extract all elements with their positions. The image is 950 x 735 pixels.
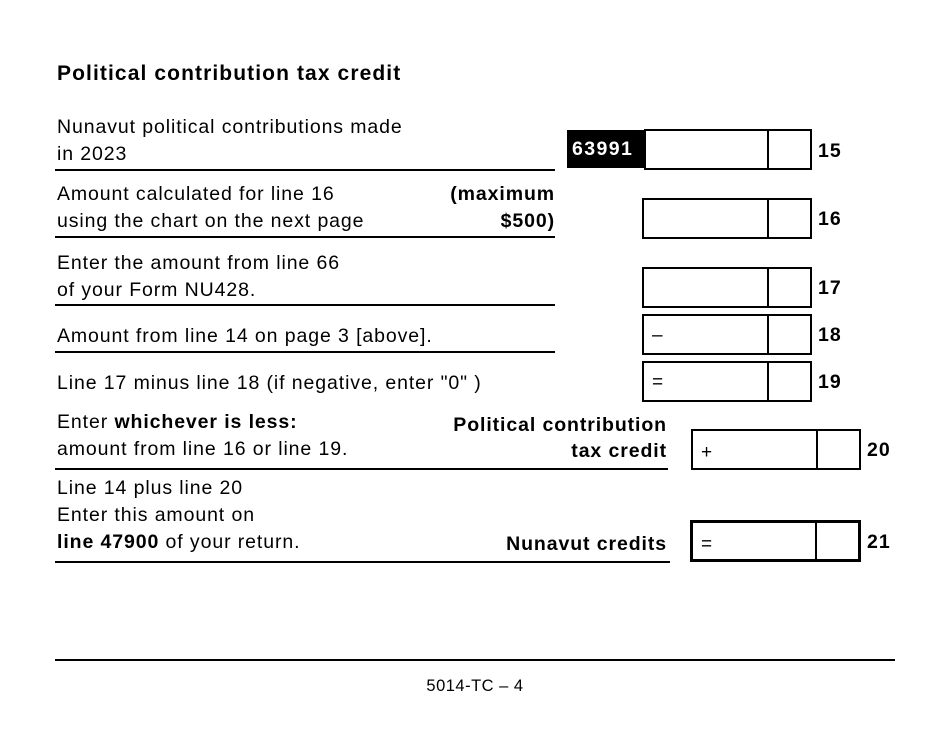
line-19-amount-field[interactable] bbox=[642, 361, 812, 402]
line-18-amount-field[interactable] bbox=[642, 314, 812, 355]
line-20-amount-field[interactable] bbox=[691, 429, 861, 470]
line-20-plus-sign: + bbox=[701, 442, 713, 463]
line-16-number: 16 bbox=[818, 208, 842, 230]
line-15-cents-divider bbox=[767, 131, 769, 168]
line-17-amount-field[interactable] bbox=[642, 267, 812, 308]
line-17-rule bbox=[55, 304, 555, 306]
line-15-description: Nunavut political contributions made in 2023 bbox=[57, 116, 403, 165]
line-18-cents-divider bbox=[767, 316, 769, 353]
page-number: 5014-TC – 4 bbox=[426, 677, 524, 695]
line-17-number: 17 bbox=[818, 277, 842, 299]
line-15-code-badge: 63991 bbox=[567, 130, 644, 168]
line-15-rule bbox=[55, 169, 555, 171]
footer-rule bbox=[55, 659, 895, 661]
line-21-rule bbox=[55, 561, 670, 563]
line-21-label: Nunavut credits bbox=[506, 533, 667, 555]
line-16-rule bbox=[55, 236, 555, 238]
line-18-number: 18 bbox=[818, 324, 842, 346]
line-21-number: 21 bbox=[867, 531, 891, 553]
line-18-description: Amount from line 14 on page 3 [above]. bbox=[57, 325, 433, 347]
line-18-rule bbox=[55, 351, 555, 353]
line-20-label: Political contribution tax credit bbox=[453, 414, 667, 462]
line-21-description: Line 14 plus line 20 Enter this amount on line 47900 of your return. bbox=[57, 477, 301, 553]
line-16-amount-field[interactable] bbox=[642, 198, 812, 239]
line-19-cents-divider bbox=[767, 363, 769, 400]
line-15-number: 15 bbox=[818, 140, 842, 162]
line-20-cents-divider bbox=[816, 431, 818, 468]
line-19-number: 19 bbox=[818, 371, 842, 393]
line-19-description: Line 17 minus line 18 (if negative, enter "0" ) bbox=[57, 372, 482, 394]
line-20-number: 20 bbox=[867, 439, 891, 461]
line-19-equals-sign: = bbox=[652, 372, 664, 393]
line-21-amount-field[interactable] bbox=[690, 520, 861, 562]
line-16-maximum-note: (maximum $500) bbox=[450, 183, 555, 232]
line-17-cents-divider bbox=[767, 269, 769, 306]
line-21-equals-sign: = bbox=[701, 534, 713, 555]
line-20-rule bbox=[55, 468, 668, 470]
line-18-minus-sign: – bbox=[652, 325, 663, 346]
line-16-cents-divider bbox=[767, 200, 769, 237]
line-21-cents-divider bbox=[815, 523, 817, 559]
line-15-amount-field[interactable] bbox=[644, 129, 812, 170]
line-20-description: Enter whichever is less: amount from line 16 or line 19. bbox=[57, 411, 349, 460]
line-16-description: Amount calculated for line 16 using the chart on the next page bbox=[57, 183, 365, 232]
section-title: Political contribution tax credit bbox=[57, 62, 402, 85]
line-17-description: Enter the amount from line 66 of your Form NU428. bbox=[57, 252, 340, 301]
